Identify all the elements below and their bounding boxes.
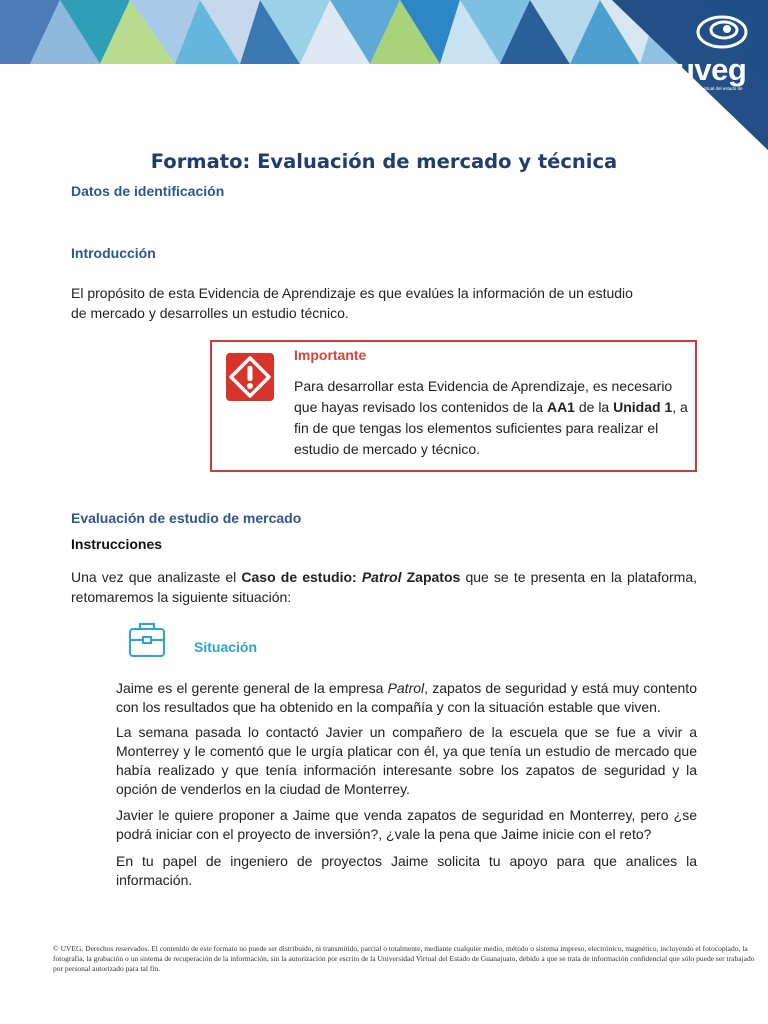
uveg-logo-icon: [694, 14, 750, 55]
important-text-part: , a fin de que tengas los elementos suficientes para realizar el estudio de mercado y técnico.: [294, 399, 688, 457]
situation-text-part: Jaime es el gerente general de la empresa: [116, 680, 388, 696]
important-bold-aa1: AA1: [546, 399, 575, 415]
situation-paragraph-3: Javier le quiere proponer a Jaime que venda zapatos de seguridad en Monterrey, pero ¿se podrá iniciar con el proyecto de inversión?, ¿vale la pena que Jaime inicie con el reto?: [116, 807, 697, 842]
instructions-heading: Instrucciones: [71, 536, 163, 552]
important-box: [210, 340, 697, 472]
situation-paragraph-2: La semana pasada lo contactó Javier un compañero de la escuela que se fue a vivir a Monterrey y le comentó que le urgía platicar con él, ya que tenía un estudio de mercado que había realizado y que tenía información interesante sobre los zapatos de seguridad y la opción de venderlos en la ciudad de Monterrey.: [116, 724, 697, 797]
intro-line-1: El propósito de esta Evidencia de Aprendizaje es que evalúes la información de un estudio: [71, 285, 633, 301]
important-title: Importante: [294, 347, 367, 363]
header-banner: [0, 0, 768, 150]
situation-company: Patrol: [387, 680, 425, 696]
important-text-part: de la: [574, 399, 614, 415]
situation-paragraph-4: En tu papel de ingeniero de proyectos Jaime solicita tu apoyo para que analices la información.: [116, 853, 697, 888]
intro-paragraph: [71, 283, 697, 323]
case-study-label: Caso de estudio:: [241, 569, 362, 585]
case-study-product: Zapatos: [401, 569, 461, 585]
situation-text-part: , zapatos de seguridad y está muy contento con los resultados que ha obtenido en la compañía y con la situación estable que viven.: [116, 680, 697, 715]
instructions-text-part: Una vez que analizaste el: [71, 569, 242, 585]
logo-text: uveg: [676, 52, 747, 87]
instructions-paragraph: [71, 567, 697, 607]
important-text: [294, 376, 689, 460]
market-heading: Evaluación de estudio de mercado: [71, 510, 302, 526]
important-text-part: Para desarrollar esta Evidencia de Aprendizaje, es necesario que hayas revisado los contenidos de la: [294, 378, 673, 415]
situation-title: Situación: [194, 639, 258, 655]
instructions-text-part: que se te presenta en la plataforma, retomaremos la siguiente situación:: [71, 569, 697, 605]
important-bold-unidad: Unidad 1: [613, 399, 673, 415]
briefcase-icon: [128, 620, 166, 663]
logo-subtitle: universidad virtual del estado de guanajuato: [678, 86, 743, 96]
datos-heading: Datos de identificación: [71, 183, 225, 199]
intro-line-2: de mercado y desarrolles un estudio técnico.: [71, 305, 349, 321]
warning-icon: [226, 353, 274, 406]
case-study-company: Patrol: [361, 569, 402, 585]
page-title: Formato: Evaluación de mercado y técnica: [150, 150, 618, 173]
situation-paragraph-1: [116, 679, 697, 717]
copyright-footer: © UVEG. Derechos reservados. El contenido de este formato no puede ser distribuido, ni transmitido, parcial o totalmente, mediante cualquier medio, método o sistema impreso, electrónico, magnético, incluyendo el fotocopiado, la fotografía, la grabación o un sistema de recuperación de la información, sin la autorización por escrito de la Universidad Virtual del Estado de Guanajuato, debido a que se trata de información confidencial que sólo puede ser trabajado por personal autorizado para tal fin.: [53, 944, 755, 973]
intro-heading: Introducción: [71, 245, 156, 261]
